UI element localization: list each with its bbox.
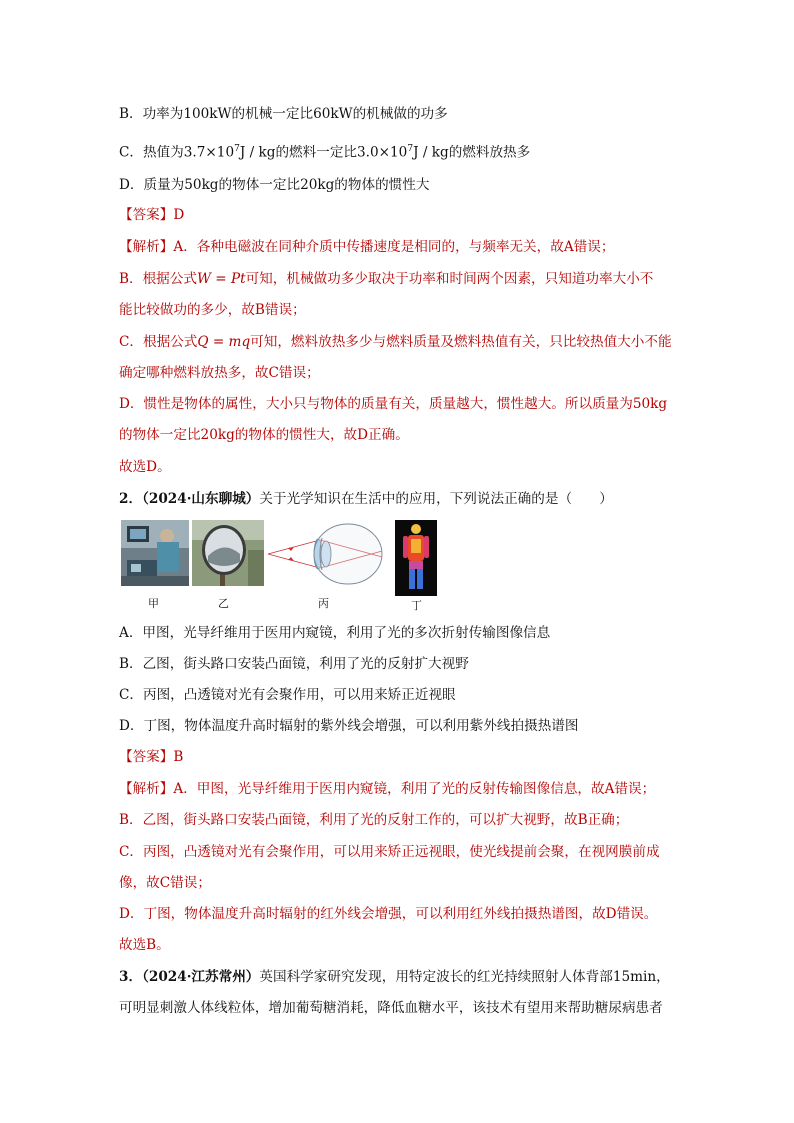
q1-option-c-value2: 3.0×10 — [357, 144, 408, 161]
q1-analysis-label: 【解析】 — [119, 239, 174, 255]
q1-analysis-b-line2: 能比较做功的多少，故B错误； — [119, 302, 306, 318]
q1-analysis-d-line2: 的物体一定比20kg的物体的惯性大，故D正确。 — [119, 427, 409, 443]
q2-stem-text: 关于光学知识在生活中的应用，下列说法正确的是（ ） — [259, 491, 613, 507]
q1-option-c-suffix: 的燃料放热多 — [448, 144, 531, 161]
q2-option-b: B．乙图，街头路口安装凸面镜，利用了光的反射扩大视野 — [119, 656, 469, 672]
caption-jia: 甲 — [148, 597, 159, 610]
q2-conclusion: 故选B。 — [119, 937, 170, 953]
q1-analysis-b-prefix: B．根据公式 — [119, 271, 197, 287]
q1-answer-label: 【答案】 — [119, 207, 174, 223]
q1-option-c-middle: 的燃料一定比 — [275, 144, 358, 161]
q2-analysis-b: B．乙图，街头路口安装凸面镜，利用了光的反射工作的，可以扩大视野，故B正确； — [119, 812, 629, 828]
q2-option-d: D．丁图，物体温度升高时辐射的紫外线会增强，可以利用紫外线拍摄热谱图 — [119, 718, 579, 734]
q1-option-d: D．质量为50kg的物体一定比20kg的物体的惯性大 — [119, 177, 430, 193]
caption-bing: 丙 — [318, 597, 329, 610]
q1-analysis-b-formula: W = Pt — [196, 271, 246, 287]
q2-option-a: A．甲图，光导纤维用于医用内窥镜，利用了光的多次折射传输图像信息 — [119, 625, 551, 641]
q1-option-c-prefix: C．热值为 — [119, 144, 184, 161]
caption-ding: 丁 — [411, 599, 422, 612]
q3-source: （2024·江苏常州） — [142, 969, 260, 985]
q1-analysis-b-line1 — [119, 270, 653, 288]
q3-number: 3． — [119, 969, 143, 985]
q3-stem-line1 — [119, 968, 670, 986]
q2-source: （2024·山东聊城） — [142, 491, 260, 507]
q1-option-c-exp2: 7 — [407, 144, 414, 154]
eye-lens-diagram — [266, 518, 394, 590]
q3-stem-line2: 可明显刺激人体线粒体，增加葡萄糖消耗，降低血糖水平，该技术有望用来帮助糖尿病患者 — [119, 1000, 663, 1016]
q1-option-c — [119, 140, 530, 162]
figure-jia-endoscope-photo — [121, 520, 189, 586]
q1-analysis-a — [119, 238, 614, 256]
q2-option-c: C．丙图，凸透镜对光有会聚作用，可以用来矫正近视眼 — [119, 687, 456, 703]
q2-analysis-c-line1: C．丙图，凸透镜对光有会聚作用，可以用来矫正远视眼，使光线提前会聚，在视网膜前成 — [119, 844, 660, 860]
thermal-image — [395, 520, 437, 596]
q1-analysis-a-text: A．各种电磁波在同种介质中传播速度是相同的，与频率无关，故A错误； — [173, 239, 615, 255]
caption-yi: 乙 — [218, 597, 229, 610]
q2-analysis-d: D．丁图，物体温度升高时辐射的红外线会增强，可以利用红外线拍摄热谱图，故D错误。 — [119, 906, 658, 922]
q2-analysis-label: 【解析】 — [119, 781, 174, 797]
q2-number: 2． — [119, 491, 143, 507]
figure-ding-thermogram — [395, 520, 437, 596]
endoscope-photo-image — [121, 520, 189, 586]
q1-option-b: B．功率为100kW的机械一定比60kW的机械做的功多 — [119, 106, 448, 122]
q1-analysis-b-suffix: 可知，机械做功多少取决于功率和时间两个因素，只知道功率大小不 — [245, 271, 654, 287]
q1-option-c-value1: 3.7×10 — [183, 144, 235, 161]
q2-answer-label: 【答案】 — [119, 749, 174, 765]
q2-stem — [119, 490, 613, 508]
q1-analysis-c-suffix: 可知，燃料放热多少与燃料质量及燃料热值有关，只比较热值大小不能 — [250, 334, 672, 350]
q1-option-c-unit2: J / kg — [413, 144, 449, 161]
convex-mirror-image — [192, 520, 264, 586]
q1-analysis-c-line2: 确定哪种燃料放热多，故C错误； — [119, 365, 320, 381]
q1-analysis-c-formula: Q = mq — [197, 334, 251, 350]
q2-analysis-a-text: A．甲图，光导纤维用于医用内窥镜，利用了光的反射传输图像信息，故A错误； — [173, 781, 656, 797]
q2-answer — [119, 748, 183, 766]
q2-answer-value: B — [173, 749, 184, 765]
q3-stem-text1: 英国科学家研究发现，用特定波长的红光持续照射人体背部15min， — [259, 969, 670, 985]
q1-analysis-d-line1: D．惯性是物体的属性，大小只与物体的质量有关，质量越大，惯性越大。所以质量为50kg — [119, 396, 668, 412]
figure-yi-convex-mirror-photo — [192, 520, 264, 586]
q1-option-c-unit1: J / kg — [239, 144, 276, 161]
q1-answer-value: D — [173, 207, 185, 223]
q1-option-c-exp1: 7 — [234, 144, 240, 154]
q2-analysis-c-line2: 像，故C错误； — [119, 875, 211, 891]
q1-answer — [119, 206, 184, 224]
q1-conclusion: 故选D。 — [119, 459, 171, 475]
figure-bing-lens-diagram — [266, 518, 394, 590]
q2-analysis-a — [119, 780, 655, 798]
q1-analysis-c-prefix: C．根据公式 — [119, 334, 198, 350]
q1-analysis-c-line1 — [119, 333, 672, 351]
